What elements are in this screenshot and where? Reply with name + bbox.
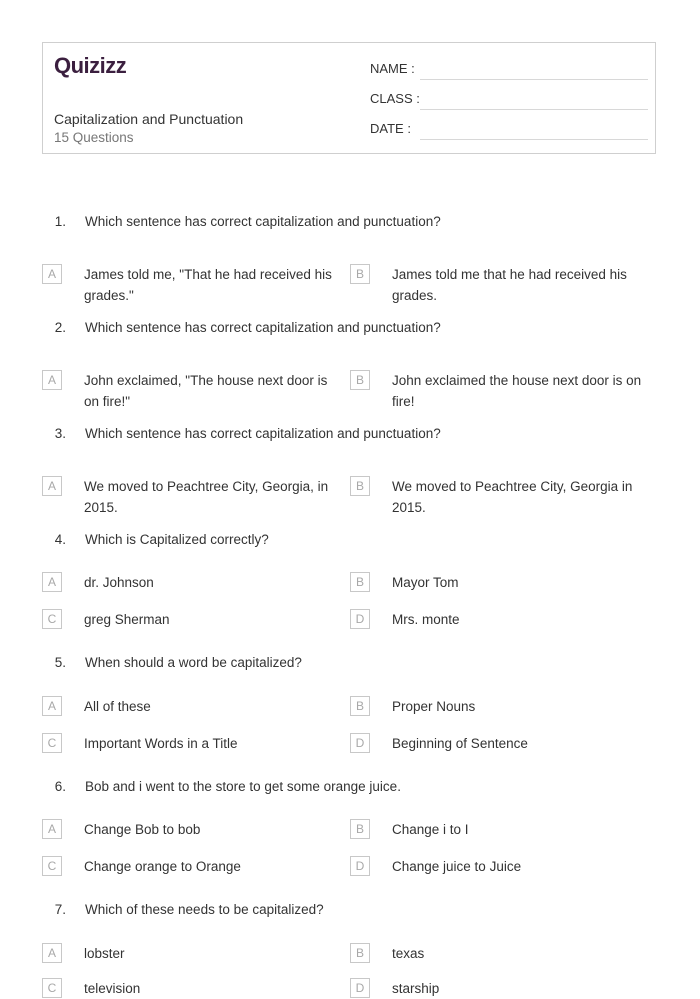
worksheet-header <box>42 42 656 154</box>
option-letter-box: A <box>42 370 62 390</box>
question-text: Which is Capitalized correctly? <box>85 532 269 547</box>
question-number: 2. <box>54 320 66 335</box>
option-letter-box: D <box>350 733 370 753</box>
option-text: dr. Johnson <box>84 575 154 590</box>
quizizz-logo: Quizizz <box>54 53 127 78</box>
option-letter-box: C <box>42 609 62 629</box>
option-text: Mayor Tom <box>392 575 459 590</box>
option-letter-box: C <box>42 733 62 753</box>
question-number: 5. <box>54 655 66 670</box>
option-letter-box: B <box>350 370 370 390</box>
option-letter-box: A <box>42 572 62 592</box>
worksheet-title: Capitalization and Punctuation <box>54 111 244 127</box>
option-letter-box: B <box>350 943 370 963</box>
class-field[interactable] <box>370 91 648 111</box>
option-letter-box: D <box>350 609 370 629</box>
class-line <box>420 109 648 110</box>
question-text: Bob and i went to the store to get some orange juice. <box>85 779 401 794</box>
question-number: 1. <box>54 214 66 229</box>
option-letter-box: D <box>350 856 370 876</box>
option-text: James told me that he had received his grades. <box>392 267 627 303</box>
option-letter-box: A <box>42 819 62 839</box>
option-letter-box: D <box>350 978 370 998</box>
option-text: John exclaimed the house next door is on fire! <box>392 373 642 409</box>
question-text: Which sentence has correct capitalization and punctuation? <box>85 214 441 229</box>
option-text: We moved to Peachtree City, Georgia, in 2015. <box>84 479 329 515</box>
option-text: starship <box>392 981 440 996</box>
class-label: CLASS : <box>370 91 420 106</box>
option-text: Change orange to Orange <box>84 859 241 874</box>
name-label: NAME : <box>370 61 415 76</box>
option-text: television <box>84 981 141 996</box>
option-letter-box: B <box>350 696 370 716</box>
option-text: Proper Nouns <box>392 699 476 714</box>
option-letter-box: B <box>350 572 370 592</box>
question-text: Which sentence has correct capitalization and punctuation? <box>85 320 441 335</box>
option-letter-box: B <box>350 819 370 839</box>
option-text: Change i to I <box>392 822 469 837</box>
option-text: Important Words in a Title <box>84 736 238 751</box>
option-text: texas <box>392 946 425 961</box>
date-label: DATE : <box>370 121 411 136</box>
question-number: 4. <box>54 532 66 547</box>
question-number: 6. <box>54 779 66 794</box>
question-count: 15 Questions <box>54 130 134 145</box>
option-text: James told me, "That he had received his grades." <box>84 267 332 303</box>
name-field[interactable] <box>370 61 648 81</box>
option-text: greg Sherman <box>84 612 170 627</box>
question-text: Which sentence has correct capitalization and punctuation? <box>85 426 441 441</box>
option-text: We moved to Peachtree City, Georgia in 2015. <box>392 479 633 515</box>
option-letter-box: B <box>350 476 370 496</box>
option-letter-box: A <box>42 943 62 963</box>
option-letter-box: A <box>42 264 62 284</box>
option-text: Mrs. monte <box>392 612 460 627</box>
date-line <box>420 139 648 140</box>
option-letter-box: A <box>42 696 62 716</box>
option-text: Change juice to Juice <box>392 859 522 874</box>
question-number: 7. <box>54 902 66 917</box>
question-text: Which of these needs to be capitalized? <box>85 902 324 917</box>
name-line <box>420 79 648 80</box>
option-letter-box: A <box>42 476 62 496</box>
option-letter-box: C <box>42 978 62 998</box>
option-text: John exclaimed, "The house next door is on fire!" <box>84 373 328 409</box>
question-text: When should a word be capitalized? <box>85 655 302 670</box>
option-text: lobster <box>84 946 125 961</box>
date-field[interactable] <box>370 121 648 141</box>
option-letter-box: B <box>350 264 370 284</box>
option-letter-box: C <box>42 856 62 876</box>
question-number: 3. <box>54 426 66 441</box>
option-text: All of these <box>84 699 151 714</box>
option-text: Beginning of Sentence <box>392 736 528 751</box>
option-text: Change Bob to bob <box>84 822 201 837</box>
